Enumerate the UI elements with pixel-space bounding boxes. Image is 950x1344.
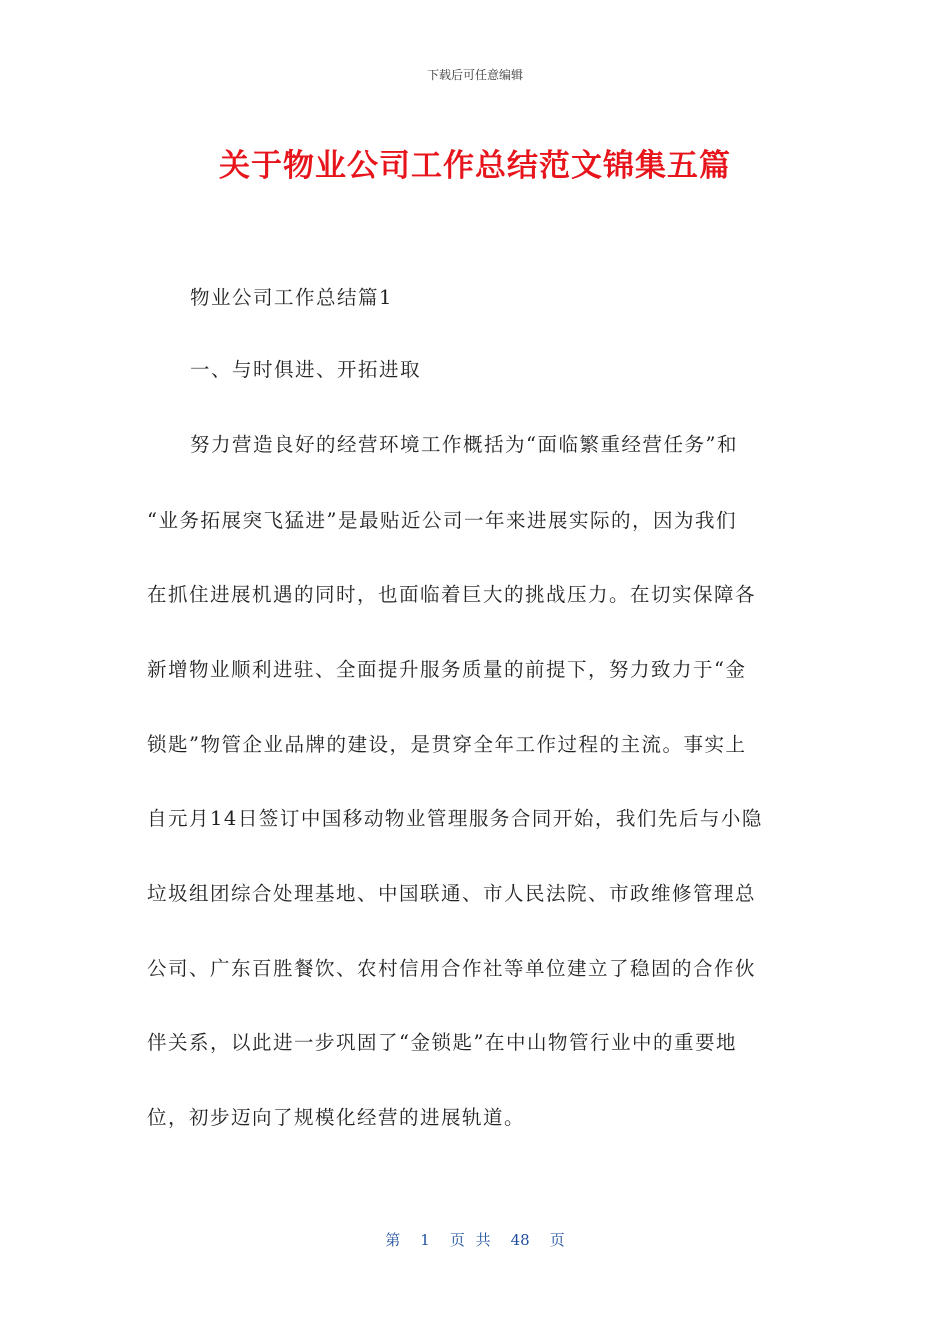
paragraph-line: 伴关系，以此进一步巩固了“金锁匙”在中山物管行业中的重要地 xyxy=(147,1031,737,1054)
footer-middle: 页 共 xyxy=(449,1231,491,1249)
subheading: 一、与时俱进、开拓进取 xyxy=(190,358,422,381)
footer-total-pages: 48 xyxy=(510,1231,530,1249)
header-note: 下载后可任意编辑 xyxy=(426,68,523,82)
paragraph-line: 公司、广东百胜餐饮、农村信用合作社等单位建立了稳固的合作伙 xyxy=(147,957,757,980)
page-footer xyxy=(0,1229,950,1250)
paragraph-line: 锁匙”物管企业品牌的建设，是贯穿全年工作过程的主流。事实上 xyxy=(147,733,747,756)
paragraph-line: 自元月14日签订中国移动物业管理服务合同开始，我们先后与小隐 xyxy=(147,807,763,830)
footer-page-number: 1 xyxy=(420,1231,430,1249)
paragraph-line: 新增物业顺利进驻、全面提升服务质量的前提下，努力致力于“金 xyxy=(147,658,747,681)
section-title: 物业公司工作总结篇1 xyxy=(190,286,393,309)
paragraph-line: 在抓住进展机遇的同时，也面临着巨大的挑战压力。在切实保障各 xyxy=(147,583,757,606)
paragraph-line: 努力营造良好的经营环境工作概括为“面临繁重经营任务”和 xyxy=(190,433,738,456)
paragraph-line: 垃圾组团综合处理基地、中国联通、市人民法院、市政维修管理总 xyxy=(147,882,757,905)
document-title: 关于物业公司工作总结范文锦集五篇 xyxy=(219,148,731,184)
footer-prefix: 第 xyxy=(385,1231,401,1249)
paragraph-line: 位，初步迈向了规模化经营的进展轨道。 xyxy=(147,1106,526,1129)
paragraph-line: “业务拓展突飞猛进”是最贴近公司一年来进展实际的，因为我们 xyxy=(147,509,737,532)
footer-suffix: 页 xyxy=(549,1231,565,1249)
